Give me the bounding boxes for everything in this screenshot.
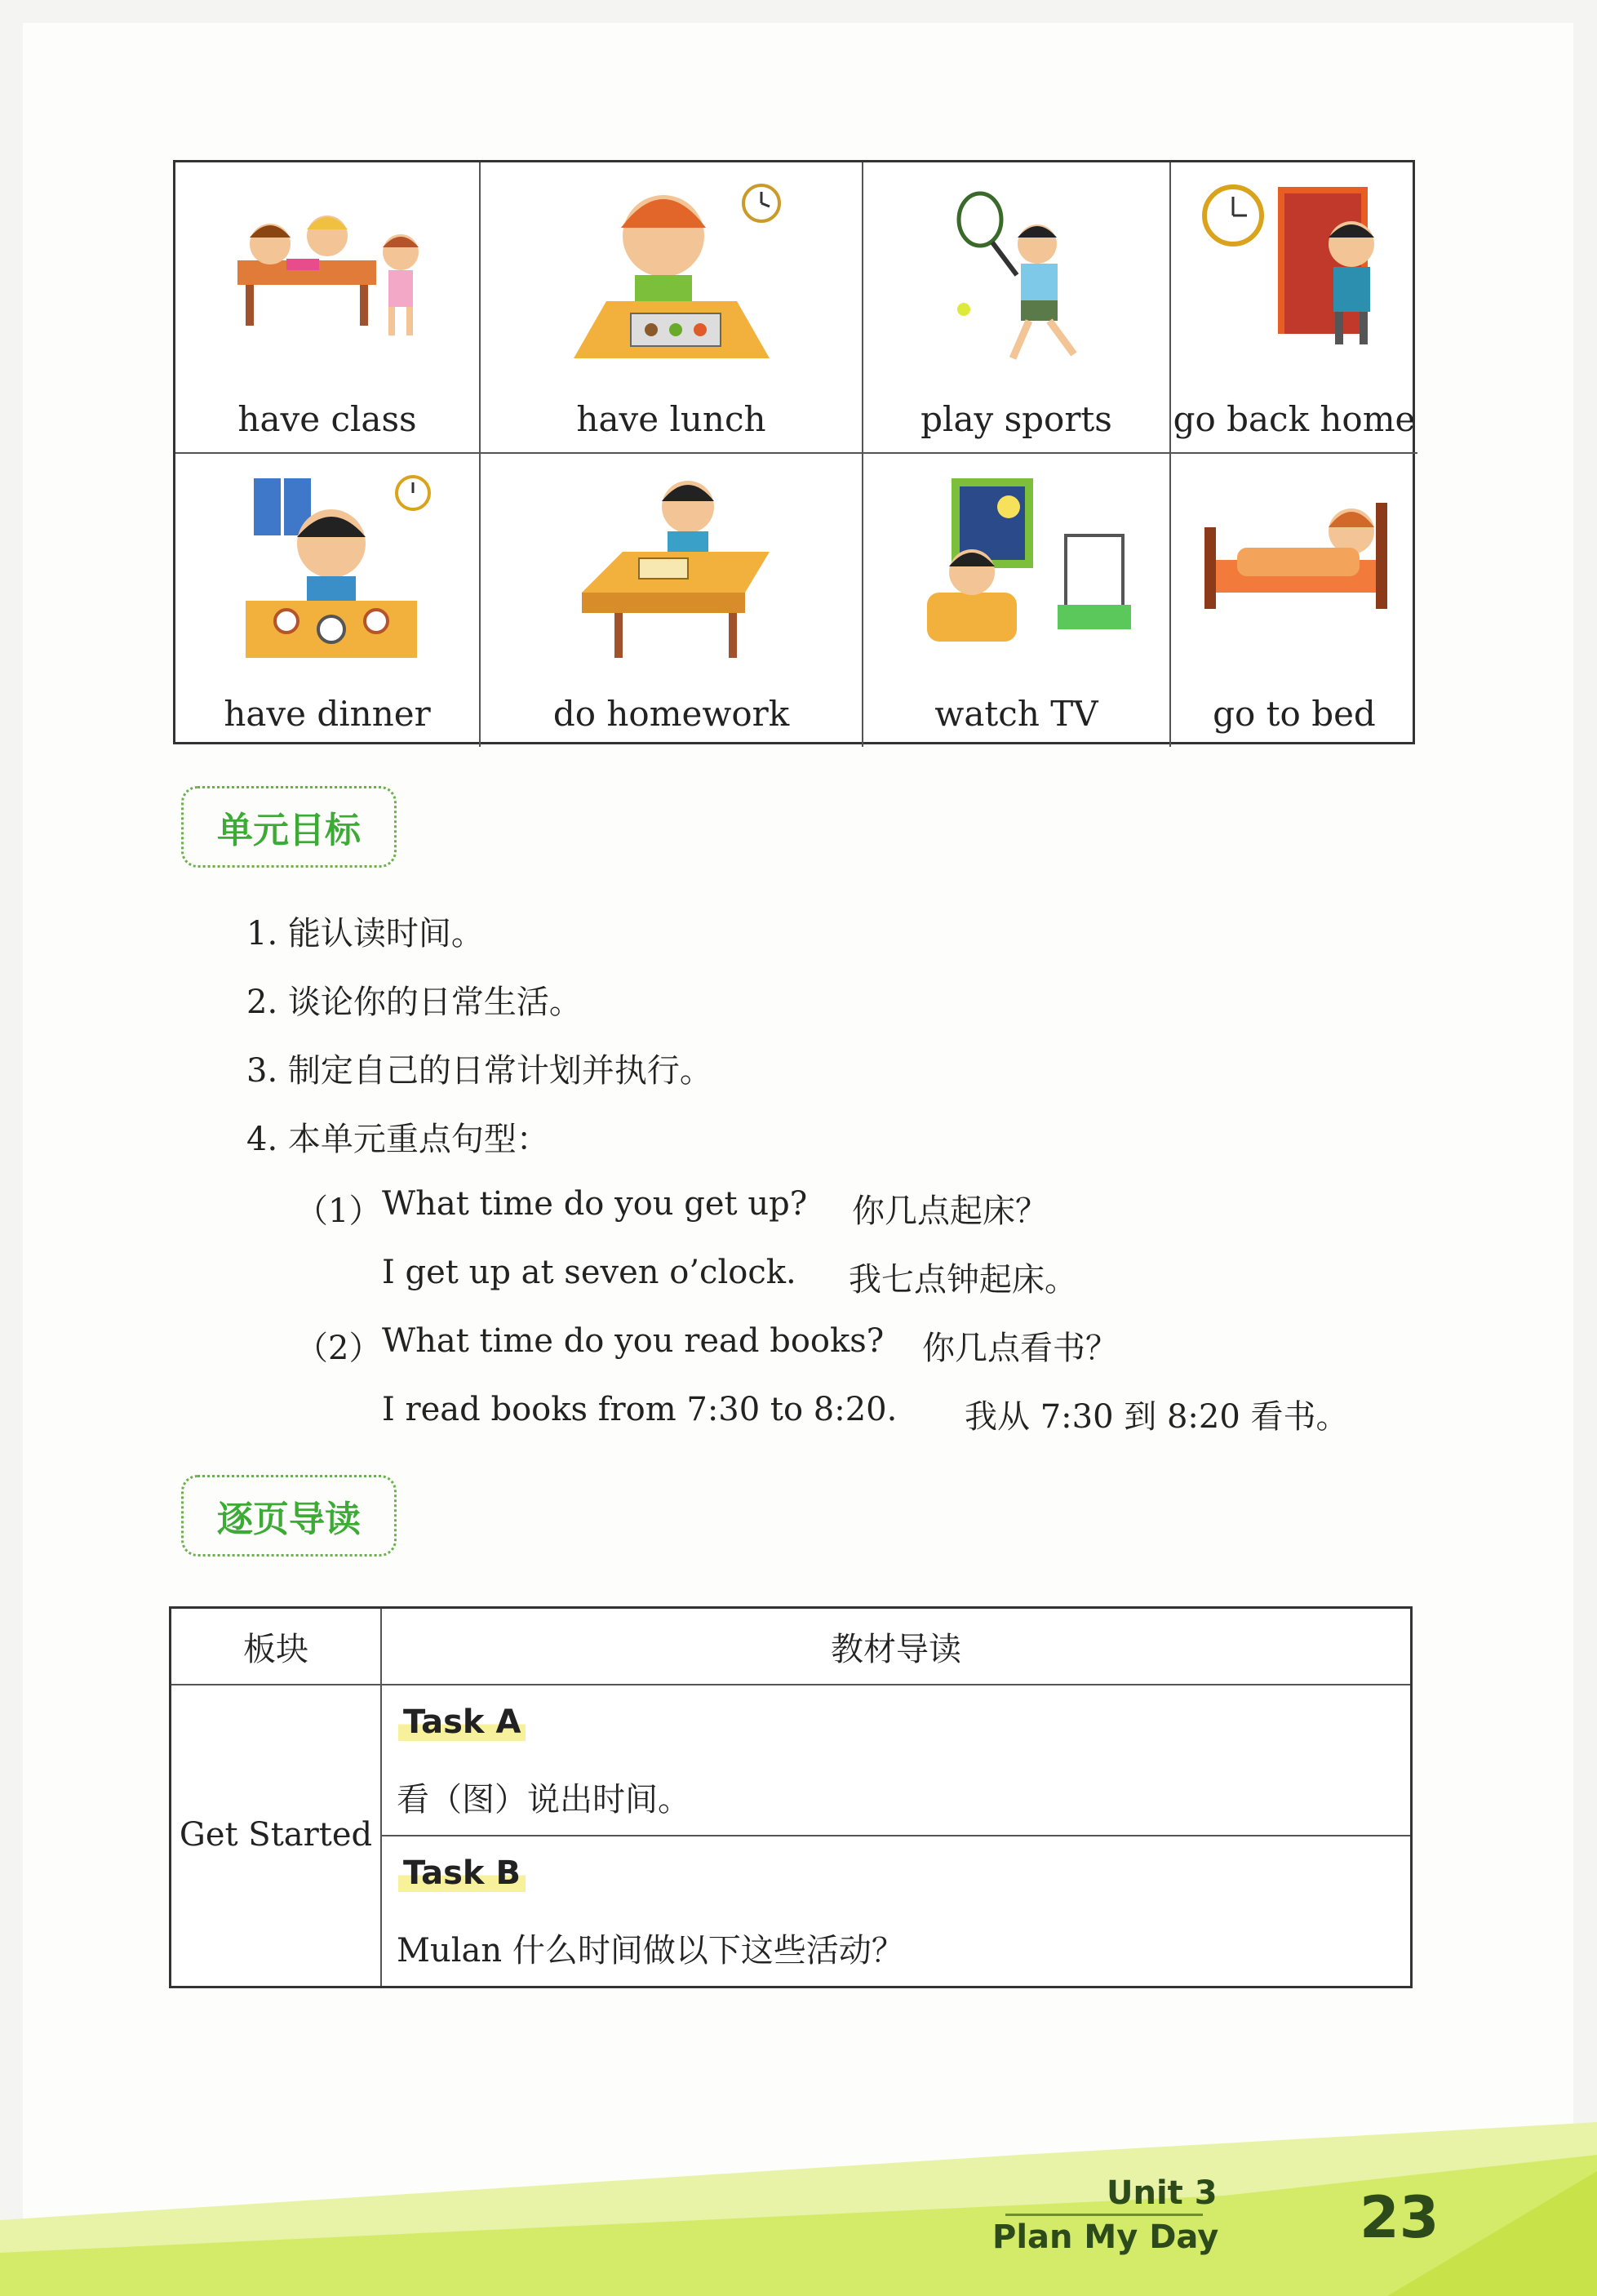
homework-scene-icon: [557, 470, 786, 658]
vocab-label: go to bed: [1213, 694, 1376, 734]
vocab-cell: [863, 454, 1171, 747]
guide-column-content: [382, 1609, 1410, 1986]
vocab-cell: [175, 162, 481, 454]
footer-band: [0, 2122, 1597, 2296]
unit-title: Plan My Day: [992, 2218, 1219, 2256]
bed-scene-icon: [1188, 470, 1400, 658]
goal-item: 3. 制定自己的日常计划并执行。: [246, 1052, 712, 1090]
tv-scene-icon: [894, 470, 1139, 658]
vocab-grid: [173, 160, 1415, 744]
guide-col2-header: 教材导读: [382, 1609, 1410, 1685]
dinner-scene-icon: [213, 470, 441, 658]
pattern-answer: I get up at seven o’clock.: [382, 1254, 796, 1291]
vocab-label: have class: [237, 399, 417, 439]
pattern-question-zh: 你几点看书？: [922, 1330, 1118, 1367]
pattern-number: （1）: [295, 1192, 382, 1230]
vocab-label: play sports: [920, 399, 1112, 439]
unit-goals-header: 单元目标: [181, 786, 397, 868]
pattern-question: What time do you get up?: [382, 1185, 808, 1223]
pattern-number: （2）: [295, 1330, 382, 1367]
guide-column-section: [171, 1609, 382, 1986]
page-number: 23: [1360, 2184, 1440, 2251]
guide-table: [169, 1606, 1413, 1988]
pattern-answer-zh: 我七点钟起床。: [849, 1261, 1077, 1299]
lunch-scene-icon: [549, 179, 794, 358]
class-scene-icon: [205, 179, 450, 358]
guide-col1-header: 板块: [171, 1609, 380, 1685]
page-guide-header: 逐页导读: [181, 1475, 397, 1557]
guide-section-label: Get Started: [179, 1816, 373, 1854]
task-row: [382, 1685, 1410, 1836]
footer-divider: [1005, 2214, 1203, 2216]
vocab-label: have lunch: [576, 399, 766, 439]
vocab-cell: [175, 454, 481, 747]
vocab-label: have dinner: [224, 694, 431, 734]
goal-item: 1. 能认读时间。: [246, 915, 484, 953]
goal-item: 2. 谈论你的日常生活。: [246, 984, 582, 1021]
pattern-question-zh: 你几点起床？: [852, 1192, 1048, 1230]
pattern-answer: I read books from 7:30 to 8:20.: [382, 1391, 898, 1428]
vocab-cell: [481, 454, 863, 747]
home-scene-icon: [1188, 179, 1400, 366]
vocab-label: go back home: [1173, 399, 1416, 439]
vocab-label: watch TV: [934, 694, 1098, 734]
goal-item: 4. 本单元重点句型：: [246, 1121, 549, 1158]
vocab-label: do homework: [552, 694, 790, 734]
task-title: Task A: [398, 1703, 526, 1741]
pattern-answer-zh: 我从 7:30 到 8:20 看书。: [965, 1398, 1349, 1436]
unit-number: Unit 3: [1107, 2174, 1218, 2212]
pattern-question: What time do you read books?: [382, 1322, 885, 1360]
vocab-cell: [481, 162, 863, 454]
task-row: [382, 1836, 1410, 1987]
sports-scene-icon: [919, 179, 1115, 366]
task-description: Mulan 什么时间做以下这些活动？: [397, 1932, 904, 1970]
task-title: Task B: [398, 1854, 526, 1892]
vocab-cell: [1171, 454, 1417, 747]
vocab-cell: [1171, 162, 1417, 454]
vocab-cell: [863, 162, 1171, 454]
task-description: 看（图）说出时间。: [397, 1781, 690, 1819]
